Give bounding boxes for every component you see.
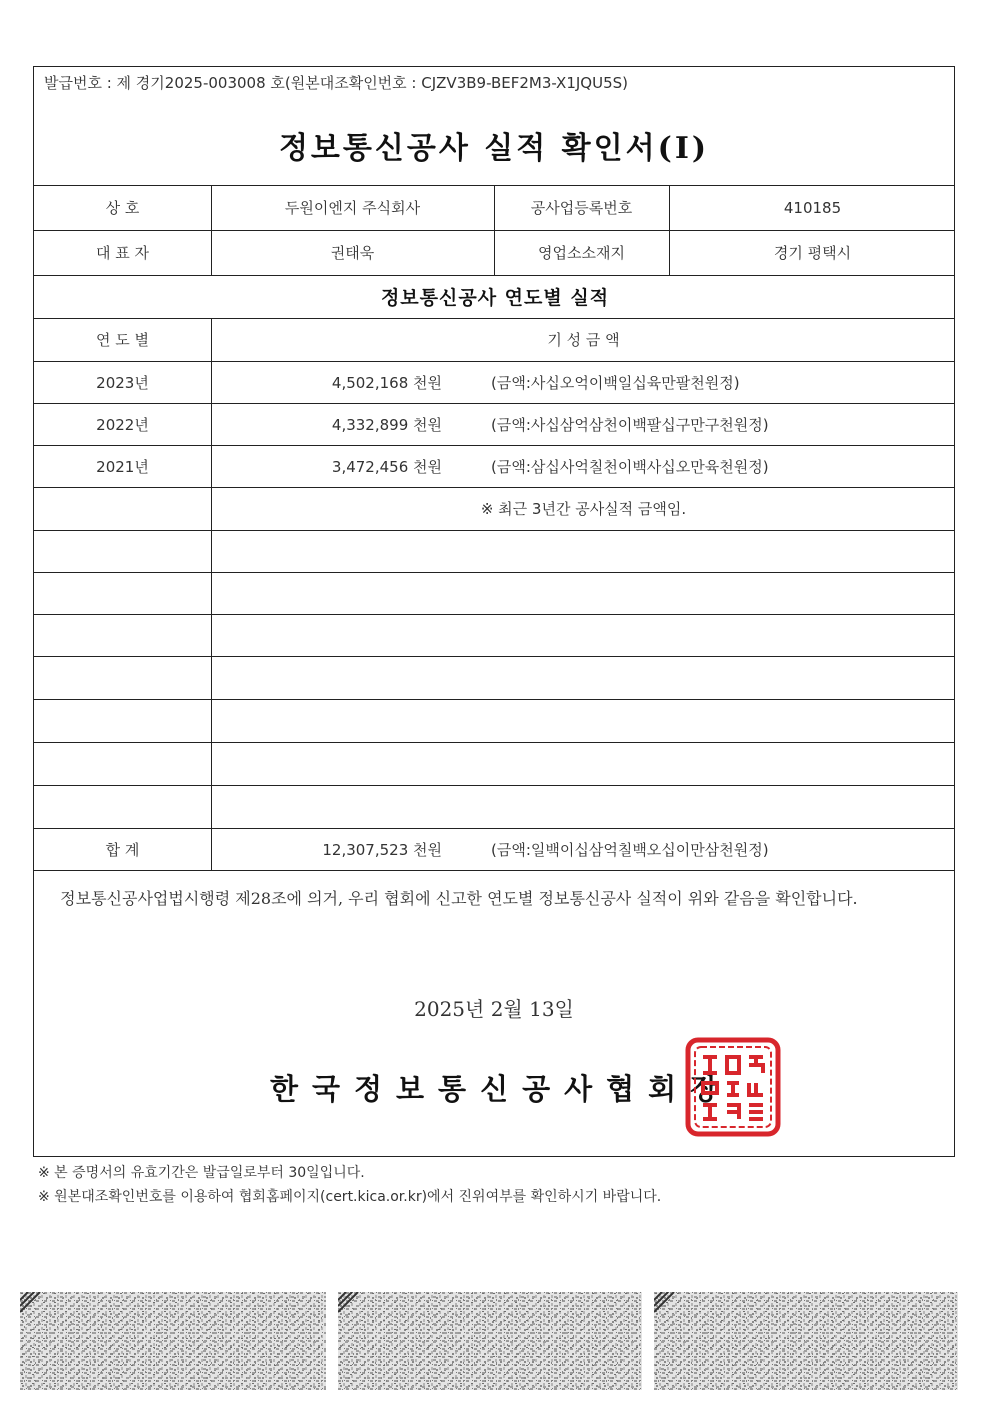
total-amount: 12,307,523 천원: [322, 841, 442, 859]
record-year: 2022년: [96, 415, 149, 434]
security-pattern: [338, 1292, 642, 1390]
record-amount-words: (금액:사십오억이백일십육만팔천원정): [491, 374, 740, 392]
total-label: 합 계: [105, 840, 140, 859]
rule-line: [34, 572, 954, 573]
issue-date: 2025년 2월 13일: [414, 997, 574, 1021]
security-pattern: [654, 1292, 958, 1390]
record-amount: 3,472,456 천원: [331, 458, 442, 476]
registration-label: 공사업등록번호: [530, 199, 633, 217]
official-seal-stamp: [685, 1037, 781, 1137]
section-title: 정보통신공사 연도별 실적: [380, 287, 610, 309]
issue-number: 발급번호 : 제 경기2025-003008 호(원본대조확인번호 : CJZV3B9-BEF2M3-X1JQU5S): [44, 74, 628, 92]
security-pattern: [20, 1292, 326, 1390]
rule-line: [34, 699, 954, 700]
rule-line: [34, 614, 954, 615]
amount-column-header: 기 성 금 액: [547, 331, 620, 349]
issuer-name: 한국정보통신공사협회장: [270, 1072, 733, 1106]
validity-footnote: ※ 본 증명서의 유효기간은 발급일로부터 30일입니다.: [38, 1165, 365, 1181]
total-amount-words: (금액:일백이십삼억칠백오십이만삼천원정): [491, 841, 769, 859]
rule-line: [34, 742, 954, 743]
record-amount: 4,332,899 천원: [331, 416, 442, 434]
registration-number: 410185: [783, 198, 842, 217]
rule-line: [211, 318, 212, 870]
rule-line: [34, 530, 954, 531]
record-amount-words: (금액:사십삼억삼천이백팔십구만구천원정): [491, 416, 769, 434]
year-column-header: 연 도 별: [95, 331, 149, 349]
rule-line: [34, 785, 954, 786]
document-title: 정보통신공사 실적 확인서(Ⅰ): [278, 131, 710, 166]
location-label: 영업소소재지: [538, 244, 625, 262]
business-location: 경기 평택시: [773, 244, 852, 262]
record-year: 2023년: [96, 373, 149, 392]
company-name-label: 상 호: [105, 199, 140, 217]
representative-label: 대 표 자: [95, 244, 149, 262]
record-amount-words: (금액:삼십사억칠천이백사십오만육천원정): [491, 458, 769, 476]
rule-line: [34, 870, 954, 871]
table-note: ※ 최근 3년간 공사실적 금액임.: [480, 500, 687, 518]
verification-footnote: ※ 원본대조확인번호를 이용하여 협회홈페이지(cert.kica.or.kr)에서 진위여부를 확인하시기 바랍니다.: [38, 1189, 662, 1205]
record-amount: 4,502,168 천원: [331, 374, 442, 392]
company-name: 두원이엔지 주식회사: [284, 199, 421, 217]
rule-line: [34, 656, 954, 657]
certificate-document: [33, 66, 955, 1157]
record-year: 2021년: [96, 457, 149, 476]
representative-name: 권태욱: [330, 244, 375, 262]
confirmation-statement: 정보통신공사업법시행령 제28조에 의거, 우리 협회에 신고한 연도별 정보통신공사 실적이 위와 같음을 확인합니다.: [60, 889, 858, 908]
